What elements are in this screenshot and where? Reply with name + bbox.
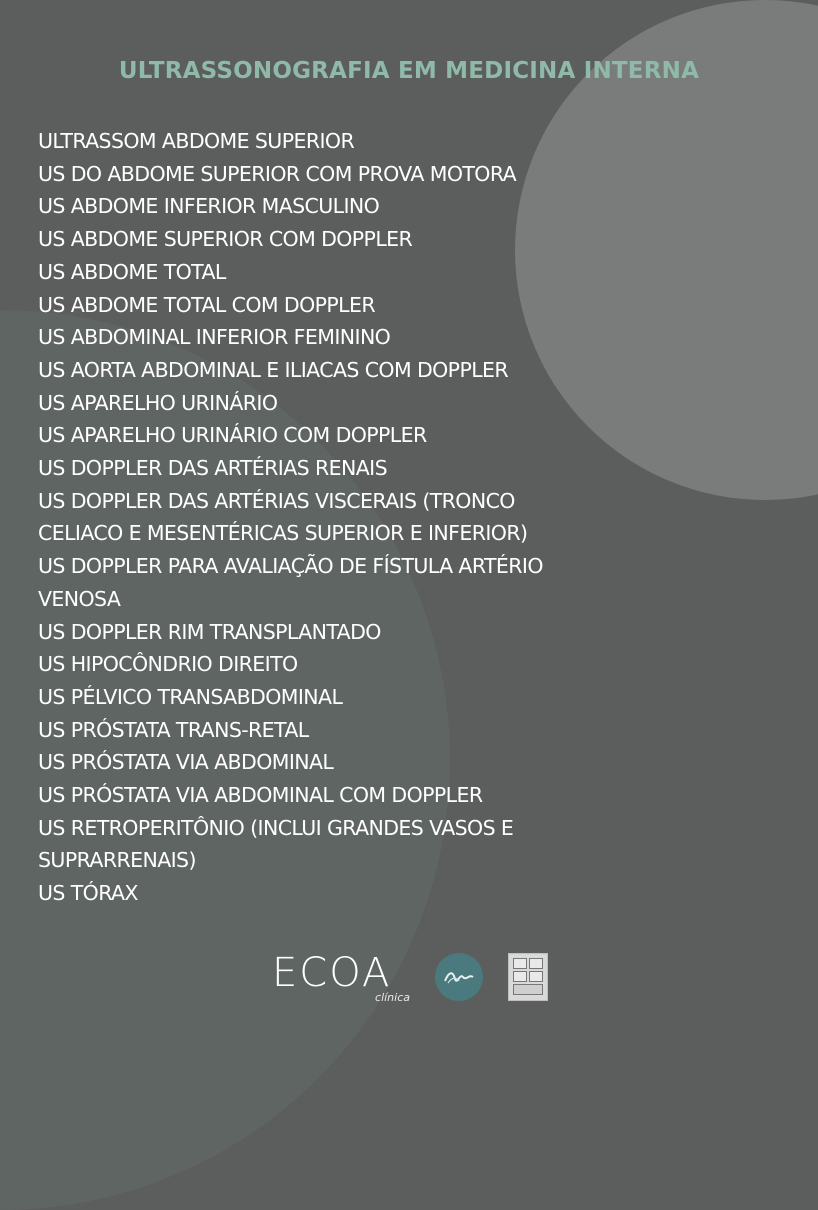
exam-list-item: US PRÓSTATA VIA ABDOMINAL [38, 750, 334, 775]
exam-list-item: US ABDOME SUPERIOR COM DOPPLER [38, 227, 413, 252]
exam-list-item: US APARELHO URINÁRIO [38, 390, 278, 415]
grid-logo-icon [508, 953, 548, 1001]
exam-list-item: SUPRARRENAIS) [38, 848, 196, 873]
exam-list [38, 125, 688, 910]
exam-list-item: US DOPPLER RIM TRANSPLANTADO [38, 619, 381, 644]
exam-list-item: VENOSA [38, 586, 121, 611]
exam-list-item: ULTRASSOM ABDOME SUPERIOR [38, 129, 355, 153]
exam-list-item: US HIPOCÔNDRIO DIREITO [38, 652, 298, 677]
page-title: ULTRASSONOGRAFIA EM MEDICINA INTERNA [118, 58, 700, 84]
exam-list-item: US PÉLVICO TRANSABDOMINAL [38, 684, 343, 709]
ecoa-clinica-logo [272, 950, 412, 1004]
exam-list-item: US ABDOME TOTAL [38, 259, 226, 284]
exam-list-item: US AORTA ABDOMINAL E ILIACAS COM DOPPLER [38, 357, 509, 382]
exam-list-item: US DOPPLER DAS ARTÉRIAS VISCERAIS (TRONCO [38, 488, 515, 513]
exam-list-item: US RETROPERITÔNIO (INCLUI GRANDES VASOS E [38, 815, 514, 840]
exam-list-item: US TÓRAX [38, 881, 138, 906]
exam-list-item: US DOPPLER PARA AVALIAÇÃO DE FÍSTULA ARTÉRIO [38, 554, 543, 579]
ecoa-logo-word: ECOA [272, 950, 392, 996]
exam-list-item: US ABDOMINAL INFERIOR FEMININO [38, 325, 391, 350]
wave-monogram-icon [435, 953, 483, 1001]
footer-logos [0, 945, 818, 1005]
exam-list-item: US DO ABDOME SUPERIOR COM PROVA MOTORA [38, 161, 517, 186]
ecoa-logo-subtitle: clínica [375, 991, 410, 1004]
exam-list-item: US APARELHO URINÁRIO COM DOPPLER [38, 423, 427, 448]
exam-list-item: US ABDOME TOTAL COM DOPPLER [38, 292, 375, 317]
exam-list-item: US PRÓSTATA TRANS-RETAL [38, 717, 309, 742]
exam-list-item: US ABDOME INFERIOR MASCULINO [38, 194, 380, 219]
exam-list-item: CELIACO E MESENTÉRICAS SUPERIOR E INFERIOR) [38, 521, 528, 546]
exam-list-item: US PRÓSTATA VIA ABDOMINAL COM DOPPLER [38, 783, 483, 808]
exam-list-item: US DOPPLER DAS ARTÉRIAS RENAIS [38, 456, 387, 481]
